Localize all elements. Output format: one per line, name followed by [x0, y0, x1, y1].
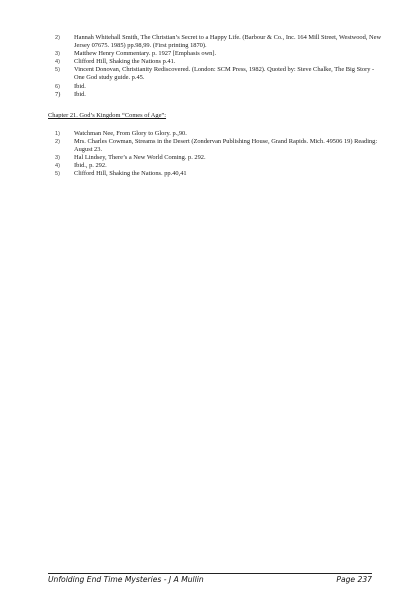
endnote-number: 7): [55, 90, 61, 98]
endnote: [55, 50, 385, 58]
page-footer: [48, 575, 372, 584]
footer-divider: [48, 573, 372, 574]
endnote: [55, 91, 385, 99]
footer-page-number: Page 237: [336, 575, 372, 584]
endnote-number: 2): [55, 35, 60, 41]
endnote-text: Clifford Hill, Shaking the Nations p.41.: [74, 58, 176, 66]
endnote-text: Ibid.: [74, 90, 86, 98]
endnote-text: Ibid., p. 292.: [74, 162, 107, 170]
endnote-number: 5): [55, 171, 60, 178]
endnote-text: Vincent Donovan, Christianity Rediscovered. (London: SCM Press, 1982). Quoted by: Steve Chalke, The Big Story - One God study guide. p.45.: [74, 66, 375, 82]
endnote-text: Watchman Nee, From Glory to Glory. p.,90.: [74, 130, 187, 137]
endnote: [55, 34, 385, 50]
endnote-text: Ibid.: [74, 82, 86, 90]
endnote-number: 3): [55, 51, 60, 58]
endnote-number: 4): [55, 59, 60, 66]
endnote-number: 2): [55, 139, 60, 146]
footer-book-title: Unfolding End Time Mysteries - J A Mullin: [48, 575, 204, 584]
endnote-text: Clifford Hill, Shaking the Nations. pp.40,41: [74, 170, 187, 178]
endnote-number: 5): [55, 67, 60, 74]
endnote-number: 4): [55, 163, 60, 170]
endnote: [55, 138, 385, 154]
endnote: [55, 130, 385, 138]
endnote: [55, 162, 385, 170]
endnote: [55, 66, 385, 82]
endnotes-list-chapter-21: [55, 130, 385, 179]
chapter-heading: Chapter 21. God’s Kingdom “Comes of Age”:: [48, 112, 167, 119]
endnote-text: Hannah Whitehall Smith, The Christian’s Secret to a Happy Life. (Barbour & Co., Inc. 164 Mill Street, Westwood, New Jersey 07675. 1985) pp.98,99. (First printing 1870).: [74, 34, 382, 50]
endnote-number: 6): [55, 83, 60, 90]
endnotes-list-previous-chapter: [55, 34, 385, 99]
endnote: [55, 154, 385, 162]
endnote-text: Hal Lindsey, There’s a New World Coming. p. 292.: [74, 154, 206, 162]
endnote: [55, 170, 385, 178]
endnote-text: Matthew Henry Commentary. p. 1927 [Emphasis own].: [74, 50, 217, 58]
endnote-number: 3): [55, 155, 60, 162]
endnote: [55, 58, 385, 66]
endnote-text: Mrs. Charles Cowman, Streams in the Desert (Zondervan Publishing House, Grand Rapids. Mich. 49506 19) Reading: August 23.: [74, 138, 378, 154]
endnote-number: 1): [55, 131, 60, 137]
endnote: [55, 83, 385, 91]
